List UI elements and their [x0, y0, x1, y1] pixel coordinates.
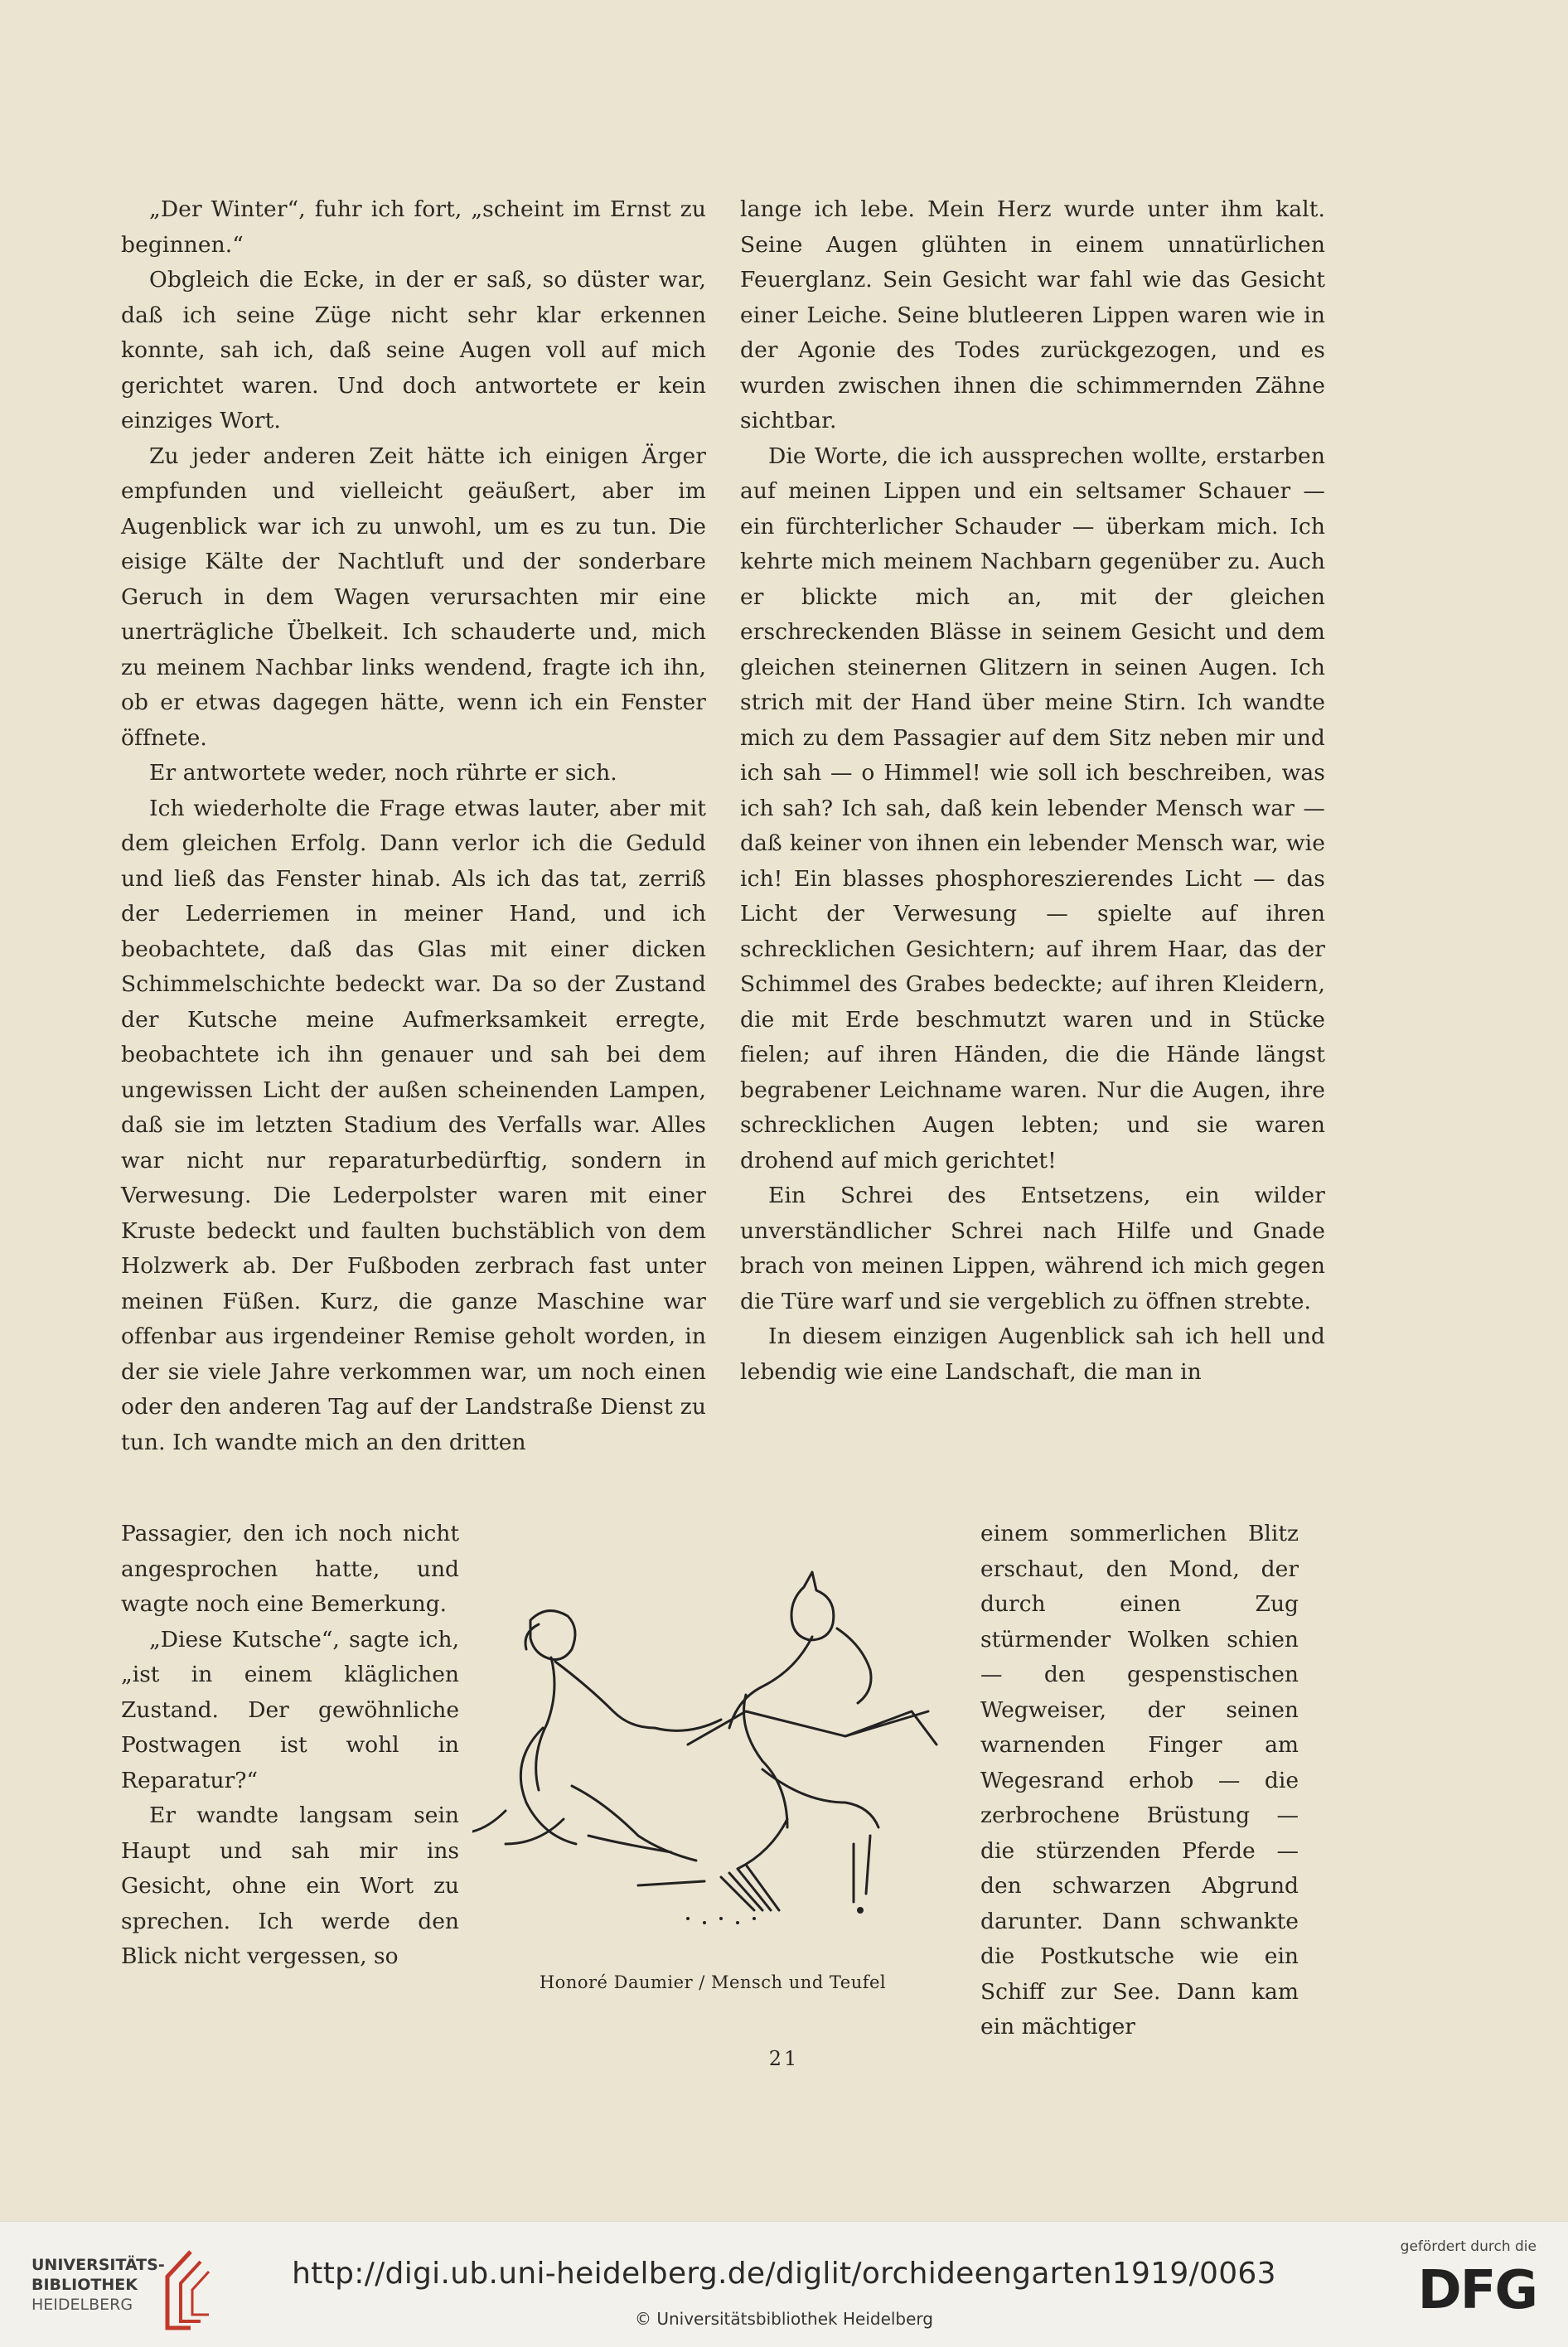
paragraph: Zu jeder anderen Zeit hätte ich einigen Ärger empfunden und vielleicht geäußert, aber im Augenblick war ich zu unwohl, um es zu tun. Die eisige Kälte der Nachtluft und der sonderbare Geruch in dem Wagen verursachten mir eine unerträgliche Übelkeit. Ich schauderte und, mich zu meinem Nachbar links wendend, fragte ich ihn, ob er etwas dagegen hätte, wenn ich ein Fenster öffnete. — [121, 443, 706, 751]
page-number: 21 — [768, 2047, 800, 2070]
permalink-url[interactable]: http://digi.ub.uni-heidelberg.de/diglit/orchideengarten1919/0063 — [292, 2257, 1276, 2291]
paragraph: Passagier, den ich noch nicht angesprochen hatte, und wagte noch eine Bemerkung. — [121, 1521, 459, 1617]
paragraph: Die Worte, die ich aussprechen wollte, erstarben auf meinen Lippen und ein seltsamer Schauer — ein fürchterlicher Schauder — überkam mich. Ich kehrte mich meinem Nachbarn gegenüber zu. Auch er blickte mich an, mit der gleichen erschreckenden Blässe in seinem Gesicht und dem gleichen steinernen Glitzern in seinen Augen. Ich strich mit der Hand über meine Stirn. Ich wandte mich zu dem Passagier auf dem Sitz neben mir und ich sah — o Himmel! wie soll ich beschreiben, was ich sah? Ich sah, daß kein lebender Mensch war — daß keiner von ihnen ein lebender Mensch war, wie ich! Ein blasses phosphoreszierendes Licht — das Licht der Verwesung — spielte auf ihren schrecklichen Gesichtern; auf ihrem Haar, das der Schimmel des Grabes bedeckte; auf ihren Kleidern, die mit Erde beschmutzt waren und in Stücke fielen; auf ihren Händen, die die Hände längst begrabener Leichname waren. Nur die Augen, ihre schrecklichen Augen lebten; und sie waren drohend auf mich gerichtet! — [740, 443, 1325, 1174]
daumier-illustration — [472, 1570, 945, 1935]
paragraph: Er antwortete weder, noch rührte er sich. — [149, 760, 617, 786]
left-column — [121, 192, 706, 1460]
illustration-caption: Honoré Daumier / Mensch und Teufel — [539, 1972, 887, 1992]
lower-left-text — [121, 1517, 459, 1975]
paragraph: „Diese Kutsche“, sagte ich, „ist in einem kläglichen Zustand. Der gewöhnliche Postwagen ist wohl in Reparatur?“ — [121, 1626, 459, 1793]
paragraph: Ich wiederholte die Frage etwas lauter, aber mit dem gleichen Erfolg. Dann verlor ich die Geduld und ließ das Fenster hinab. Als ich das tat, zerriß der Lederriemen in meiner Hand, und ich beobachtete, daß das Glas mit einer dicken Schimmelschichte bedeckt war. Da so der Zustand der Kutsche meine Aufmerksamkeit erregte, beobachtete ich ihn genauer und sah bei dem ungewissen Licht der außen scheinenden Lampen, daß sie im letzten Stadium des Verfalls war. Alles war nicht nur reparaturbedürftig, sondern in Verwesung. Die Lederpolster waren mit einer Kruste bedeckt und faulten buchstäblich von dem Holzwerk ab. Der Fußboden zerbrach fast unter meinen Füßen. Kurz, die ganze Maschine war offenbar aus irgendeiner Remise geholt worden, in der sie viele Jahre verkommen war, um noch einen oder den anderen Tag auf der Landstraße Dienst zu tun. Ich wandte mich an den dritten — [121, 795, 706, 1455]
paragraph: Ein Schrei des Entsetzens, ein wilder unverständlicher Schrei nach Hilfe und Gnade brach von meinen Lippen, während ich mich gegen die Türe warf und sie vergeblich zu öffnen strebte. — [740, 1183, 1325, 1314]
lower-right-text: einem sommerlichen Blitz erschaut, den Mond, der durch einen Zug stürmender Wolken schien — den gespenstischen Wegweiser, der seinen warnenden Finger am Wegesrand erhob — die zerbrochene Brüstung — die stürzenden Pferde — den schwarzen Abgrund darunter. Dann schwankte die Postkutsche wie ein Schiff zur See. Dann kam ein mächtiger — [980, 1521, 1299, 2040]
copyright-notice: © Universitätsbibliothek Heidelberg — [634, 2309, 933, 2329]
paragraph: lange ich lebe. Mein Herz wurde unter ihm kalt. Seine Augen glühten in einem unnatürlichen Feuerglanz. Sein Gesicht war fahl wie das Gesicht einer Leiche. Seine blutleeren Lippen waren wie in der Agonie des Todes zurückgezogen, und es wurden zwischen ihnen die schimmernden Zähne sichtbar. — [740, 196, 1325, 433]
paragraph: Obgleich die Ecke, in der er saß, so düster war, daß ich seine Züge nicht sehr klar erkennen konnte, sah ich, daß seine Augen voll auf mich gerichtet waren. Und doch antwortete er kein einziges Wort. — [121, 267, 706, 433]
library-line: HEIDELBERG — [31, 2296, 133, 2314]
funding-label: gefördert durch die — [1400, 2238, 1537, 2255]
illustration-drawing — [472, 1570, 945, 1935]
dfg-logo: DFG — [1417, 2260, 1537, 2321]
paragraph: „Der Winter“, fuhr ich fort, „scheint im Ernst zu beginnen.“ — [121, 196, 706, 258]
right-column — [740, 192, 1325, 1390]
library-line: UNIVERSITÄTS- — [31, 2256, 165, 2274]
paragraph: Er wandte langsam sein Haupt und sah mir ins Gesicht, ohne ein Wort zu sprechen. Ich werde den Blick nicht vergessen, so — [121, 1803, 459, 1969]
library-line: BIBLIOTHEK — [31, 2276, 138, 2294]
footer-bar — [0, 2221, 1568, 2347]
paragraph: In diesem einzigen Augenblick sah ich hell und lebendig wie eine Landschaft, die man in — [740, 1324, 1325, 1385]
